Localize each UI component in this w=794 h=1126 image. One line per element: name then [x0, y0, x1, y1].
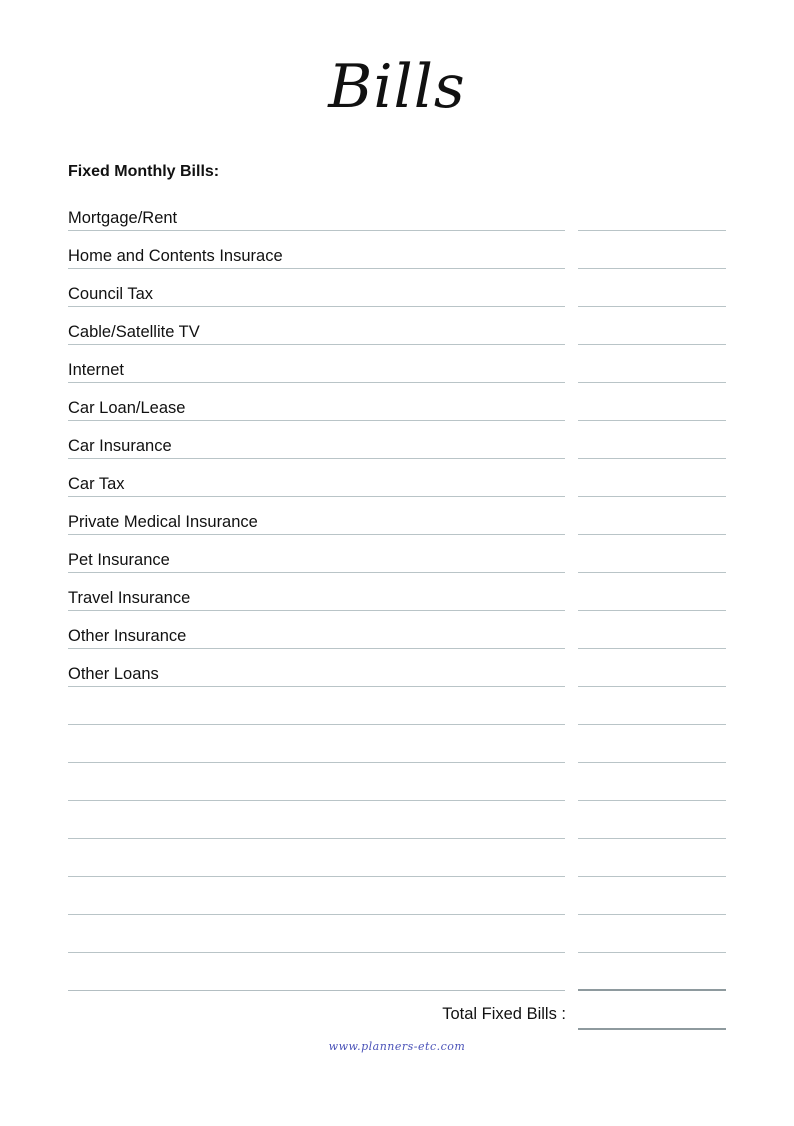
bill-row-label: Other Loans [68, 665, 159, 683]
total-row [68, 1000, 726, 1030]
bill-row [68, 345, 726, 383]
bill-row [68, 801, 726, 839]
bill-row [68, 307, 726, 345]
footer-url: www.planners-etc.com [328, 1040, 466, 1053]
bill-row-label: Internet [68, 361, 124, 379]
bill-row [68, 839, 726, 877]
bill-row [68, 877, 726, 915]
bill-row [68, 953, 726, 991]
bill-row [68, 535, 726, 573]
bill-row-label: Car Loan/Lease [68, 399, 186, 417]
bill-row [68, 687, 726, 725]
bill-row [68, 231, 726, 269]
bill-row [68, 193, 726, 231]
bill-row [68, 725, 726, 763]
bill-row-label: Travel Insurance [68, 589, 191, 607]
bill-row [68, 421, 726, 459]
total-amount-field[interactable] [578, 1028, 726, 1030]
bill-row [68, 459, 726, 497]
bill-name-line[interactable] [68, 990, 565, 991]
bill-row-label: Cable/Satellite TV [68, 323, 200, 341]
bill-row [68, 497, 726, 535]
section-heading: Fixed Monthly Bills: [68, 163, 220, 180]
bill-row-label: Home and Contents Insurace [68, 247, 283, 265]
bill-row-label: Council Tax [68, 285, 153, 303]
bill-row-label: Private Medical Insurance [68, 513, 258, 531]
bill-row [68, 269, 726, 307]
bill-amount-line[interactable] [578, 989, 726, 991]
bill-row [68, 383, 726, 421]
bill-row-label: Other Insurance [68, 627, 187, 645]
bill-row [68, 763, 726, 801]
bill-row [68, 611, 726, 649]
total-label: Total Fixed Bills : [442, 1005, 566, 1023]
bill-row-label: Car Tax [68, 475, 125, 493]
page-title: Bills [328, 52, 466, 122]
bill-row-label: Car Insurance [68, 437, 172, 455]
bill-row [68, 573, 726, 611]
bill-row-label: Mortgage/Rent [68, 209, 178, 227]
bill-row [68, 915, 726, 953]
bill-row-label: Pet Insurance [68, 551, 170, 569]
bill-row [68, 649, 726, 687]
